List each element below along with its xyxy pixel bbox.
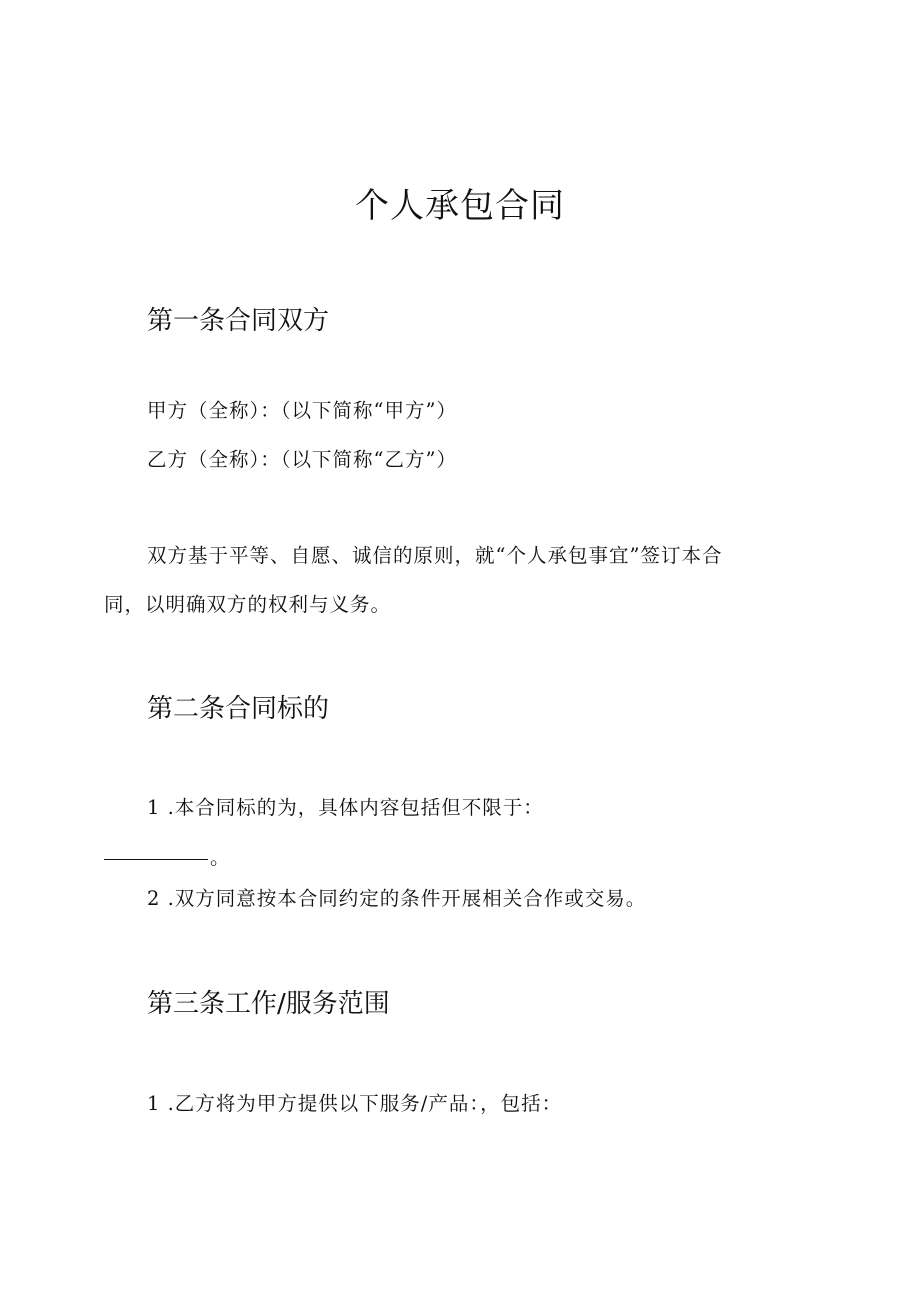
fill-in-blank-line <box>104 859 208 860</box>
document-title: 个人承包合同 <box>355 186 565 226</box>
section-2-item-2: 2 .双方同意按本合同约定的条件开展相关合作或交易。 <box>147 887 647 910</box>
section-2-item-1-continuation <box>104 843 231 873</box>
intro-paragraph-line-2: 同，以明确双方的权利与义务。 <box>104 593 392 616</box>
party-b-line: 乙方（全称）：（以下简称“乙方”） <box>147 448 457 471</box>
section-3-heading: 第三条工作/服务范围 <box>147 989 390 1019</box>
party-a-line: 甲方（全称）：（以下简称“甲方”） <box>147 399 457 422</box>
section-2-heading: 第二条合同标的 <box>147 694 330 724</box>
section-2-item-1: 1 .本合同标的为，具体内容包括但不限于： <box>147 796 544 819</box>
intro-paragraph-line-1: 双方基于平等、自愿、诚信的原则，就“个人承包事宜”签订本合 <box>147 544 723 567</box>
blank-line-period: 。 <box>210 846 231 869</box>
section-1-heading: 第一条合同双方 <box>147 306 330 336</box>
section-3-item-1: 1 .乙方将为甲方提供以下服务/产品：，包括： <box>147 1092 563 1115</box>
